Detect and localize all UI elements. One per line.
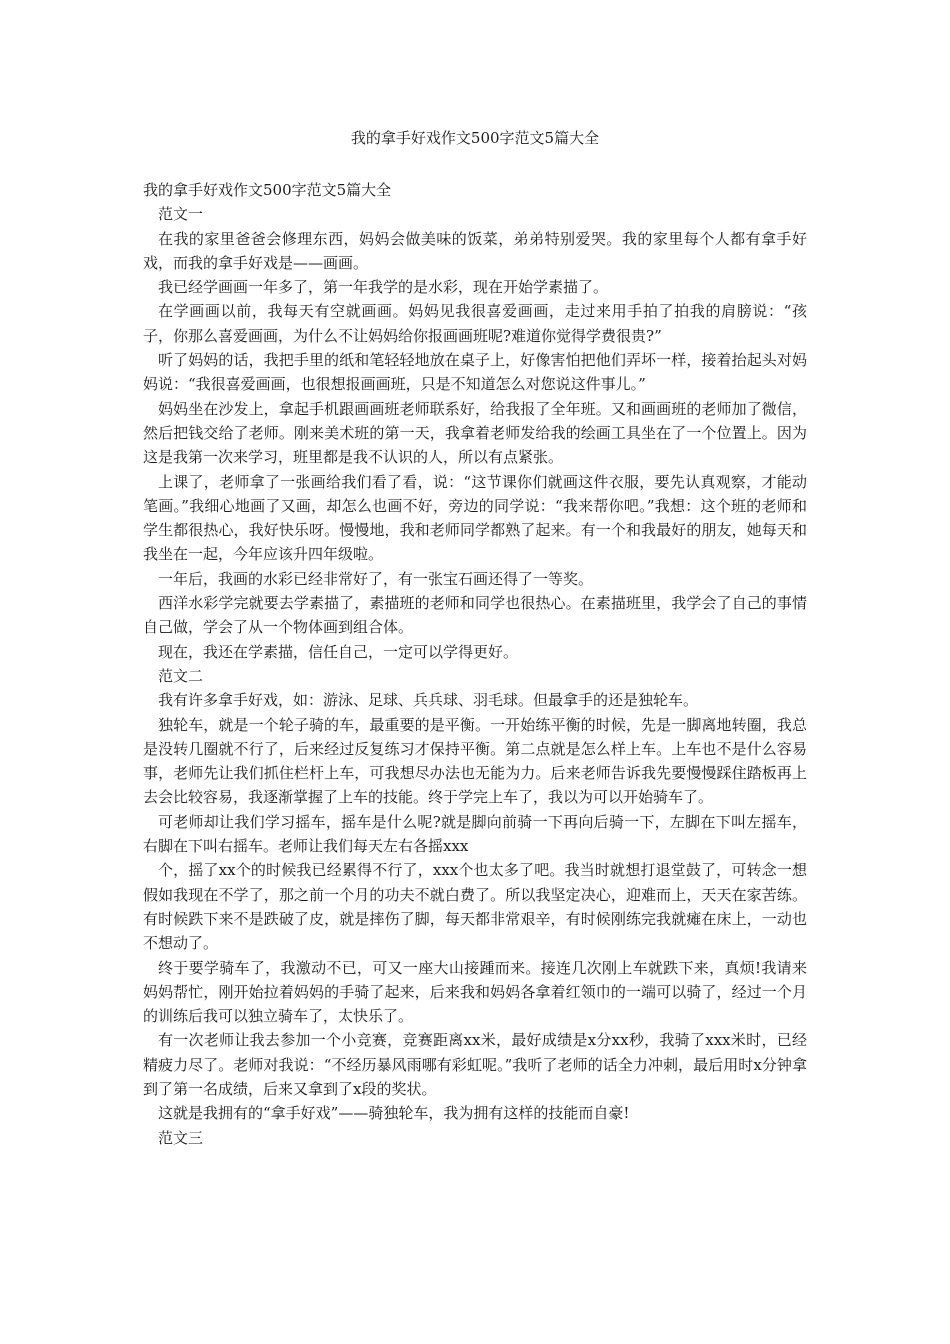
paragraph: 独轮车，就是一个轮子骑的车，最重要的是平衡。一开始练平衡的时候，先是一脚离地转圈，我总是没转几圈就不行了，后来经过反复练习才保持平衡。第二点就是怎么样上车。上车也不是什么容易事，老师先让我们抓住栏杆上车，可我想尽办法也无能为力。后来老师告诉我先要慢慢踩住踏板再上去会比较容易，我逐渐掌握了上车的技能。终于学完上车了，我以为可以开始骑车了。 xyxy=(143,715,807,807)
paragraph: 有一次老师让我去参加一个小竞赛，竞赛距离xx米，最好成绩是x分xx秒，我骑了xxx米时，已经精疲力尽了。老师对我说：“不经历暴风雨哪有彩虹呢。”我听了老师的话全力冲刺，最后用时x分钟拿到了第一名成绩，后来又拿到了x段的奖状。 xyxy=(143,1031,807,1098)
paragraph: 个，摇了xx个的时候我已经累得不行了，xxx个也太多了吧。我当时就想打退堂鼓了，可转念一想假如我现在不学了，那之前一个月的功夫不就白费了。所以我坚定决心，迎难而上，天天在家苦练。有时候跌下来不是跌破了皮，就是摔伤了脚，每天都非常艰辛，有时候刚练完我就瘫在床上，一动也不想动了。 xyxy=(143,861,807,953)
paragraph: 妈妈坐在沙发上，拿起手机跟画画班老师联系好，给我报了全年班。又和画画班的老师加了微信，然后把钱交给了老师。刚来美术班的第一天，我拿着老师发给我的绘画工具坐在了一个位置上。因为这是我第一次来学习，班里都是我不认识的人，所以有点紧张。 xyxy=(143,399,807,467)
paragraph: 现在，我还在学素描，信任自己，一定可以学得更好。 xyxy=(158,642,519,661)
paragraph: 在学画画以前，我每天有空就画画。妈妈见我很喜爱画画，走过来用手拍了拍我的肩膀说：“孩子，你那么喜爱画画，为什么不让妈妈给你报画画班呢?难道你觉得学费很贵?” xyxy=(143,302,807,345)
section-heading-2: 范文二 xyxy=(158,666,204,685)
paragraph: 我已经学画画一年多了，第一年我学的是水彩，现在开始学素描了。 xyxy=(158,278,609,297)
paragraph: 上课了，老师拿了一张画给我们看了看，说：“这节课你们就画这件衣服，要先认真观察，才能动笔画。”我细心地画了又画，却怎么也画不好，旁边的同学说：“我来帮你吧。”我想：这个班的老师和学生都很热心，我好快乐呀。慢慢地，我和老师同学都熟了起来。有一个和我最好的朋友，她每天和我坐在一起，今年应该升四年级啦。 xyxy=(143,472,807,564)
paragraph: 一年后，我画的水彩已经非常好了，有一张宝石画还得了一等奖。 xyxy=(158,569,594,588)
paragraph: 在我的家里爸爸会修理东西，妈妈会做美味的饭菜，弟弟特别爱哭。我的家里每个人都有拿手好戏，而我的拿手好戏是——画画。 xyxy=(143,229,807,272)
paragraph: 听了妈妈的话，我把手里的纸和笔轻轻地放在桌子上，好像害怕把他们弄坏一样，接着抬起头对妈妈说：“我很喜爱画画，也很想报画画班，只是不知道怎么对您说这件事儿。” xyxy=(143,351,807,394)
paragraph: 这就是我拥有的“拿手好戏”——骑独轮车，我为拥有这样的技能而自豪! xyxy=(158,1104,630,1123)
section-heading-3: 范文三 xyxy=(158,1128,204,1147)
page-header-title: 我的拿手好戏作文500字范文5篇大全 xyxy=(350,129,600,147)
paragraph: 我有许多拿手好戏，如：游泳、足球、兵兵球、羽毛球。但最拿手的还是独轮车。 xyxy=(158,691,699,710)
section-heading-1: 范文一 xyxy=(158,205,204,224)
paragraph: 西洋水彩学完就要去学素描了，素描班的老师和同学也很热心。在素描班里，我学会了自己的事情自己做，学会了从一个物体画到组合体。 xyxy=(143,594,807,637)
document-title: 我的拿手好戏作文500字范文5篇大全 xyxy=(143,181,392,199)
paragraph: 可老师却让我们学习摇车，摇车是什么呢?就是脚向前骑一下再向后骑一下，左脚在下叫左摇车，右脚在下叫右摇车。老师让我们每天左右各摇xxx xyxy=(143,812,807,856)
paragraph: 终于要学骑车了，我激动不已，可又一座大山接踵而来。接连几次刚上车就跌下来，真烦!我请来妈妈帮忙，刚开始拉着妈妈的手骑了起来，后来我和妈妈各拿着红领巾的一端可以骑了，经过一个月的训练后我可以独立骑车了，太快乐了。 xyxy=(143,958,807,1026)
document-body xyxy=(143,178,807,1150)
